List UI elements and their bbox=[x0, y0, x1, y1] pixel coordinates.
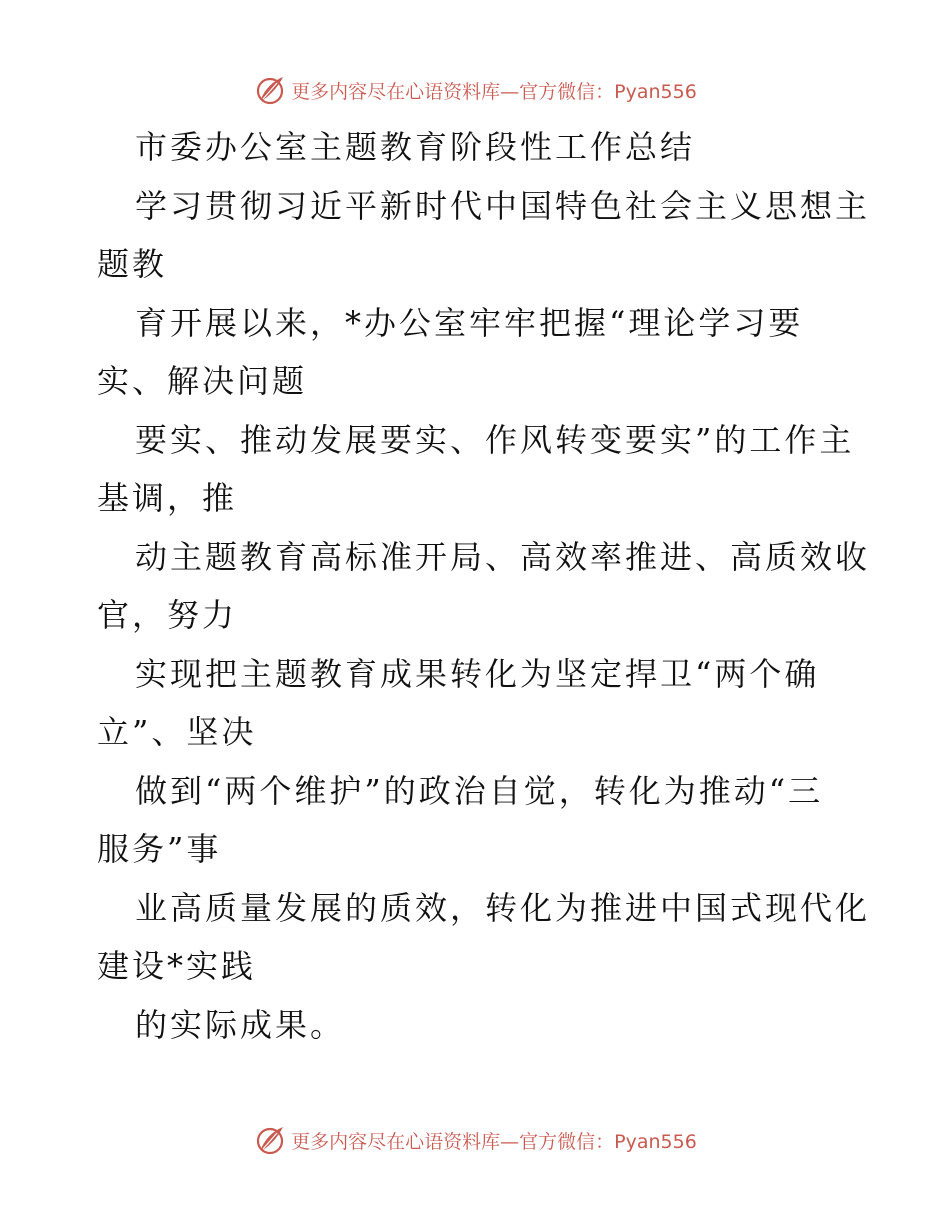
header-banner bbox=[0, 70, 950, 110]
paragraph-line: 官，努力 bbox=[97, 596, 238, 634]
paragraph-line: 立”、坚决 bbox=[97, 713, 257, 751]
feather-pen-logo-icon bbox=[253, 73, 287, 107]
document-body bbox=[97, 118, 871, 1054]
feather-pen-logo-icon bbox=[253, 1123, 287, 1157]
paragraph-line: 做到“两个维护”的政治自觉，转化为推动“三 bbox=[135, 771, 824, 810]
paragraph-line: 基调，推 bbox=[97, 479, 238, 517]
paragraph-line: 服务”事 bbox=[97, 830, 222, 868]
paragraph-line: 题教 bbox=[97, 245, 168, 283]
paragraph-line: 要实、推动发展要实、作风转变要实”的工作主 bbox=[135, 420, 855, 459]
paragraph-line: 实、解决问题 bbox=[97, 362, 308, 400]
header-banner-text: 更多内容尽在心语资料库—官方微信：Pyan556 bbox=[291, 80, 697, 103]
paragraph-line: 实现把主题教育成果转化为坚定捍卫“两个确 bbox=[135, 654, 820, 693]
document-title: 市委办公室主题教育阶段性工作总结 bbox=[135, 128, 696, 166]
paragraph-line: 动主题教育高标准开局、高效率推进、高质效收 bbox=[135, 537, 871, 576]
paragraph-line: 育开展以来，*办公室牢牢把握“理论学习要 bbox=[135, 303, 804, 342]
paragraph-line: 的实际成果。 bbox=[135, 1005, 346, 1044]
footer-banner bbox=[0, 1120, 950, 1160]
paragraph-line: 业高质量发展的质效，转化为推进中国式现代化 bbox=[135, 888, 871, 927]
paragraph-line: 学习贯彻习近平新时代中国特色社会主义思想主 bbox=[135, 186, 871, 225]
footer-banner-text: 更多内容尽在心语资料库—官方微信：Pyan556 bbox=[291, 1130, 697, 1153]
paragraph-line: 建设*实践 bbox=[97, 947, 257, 985]
